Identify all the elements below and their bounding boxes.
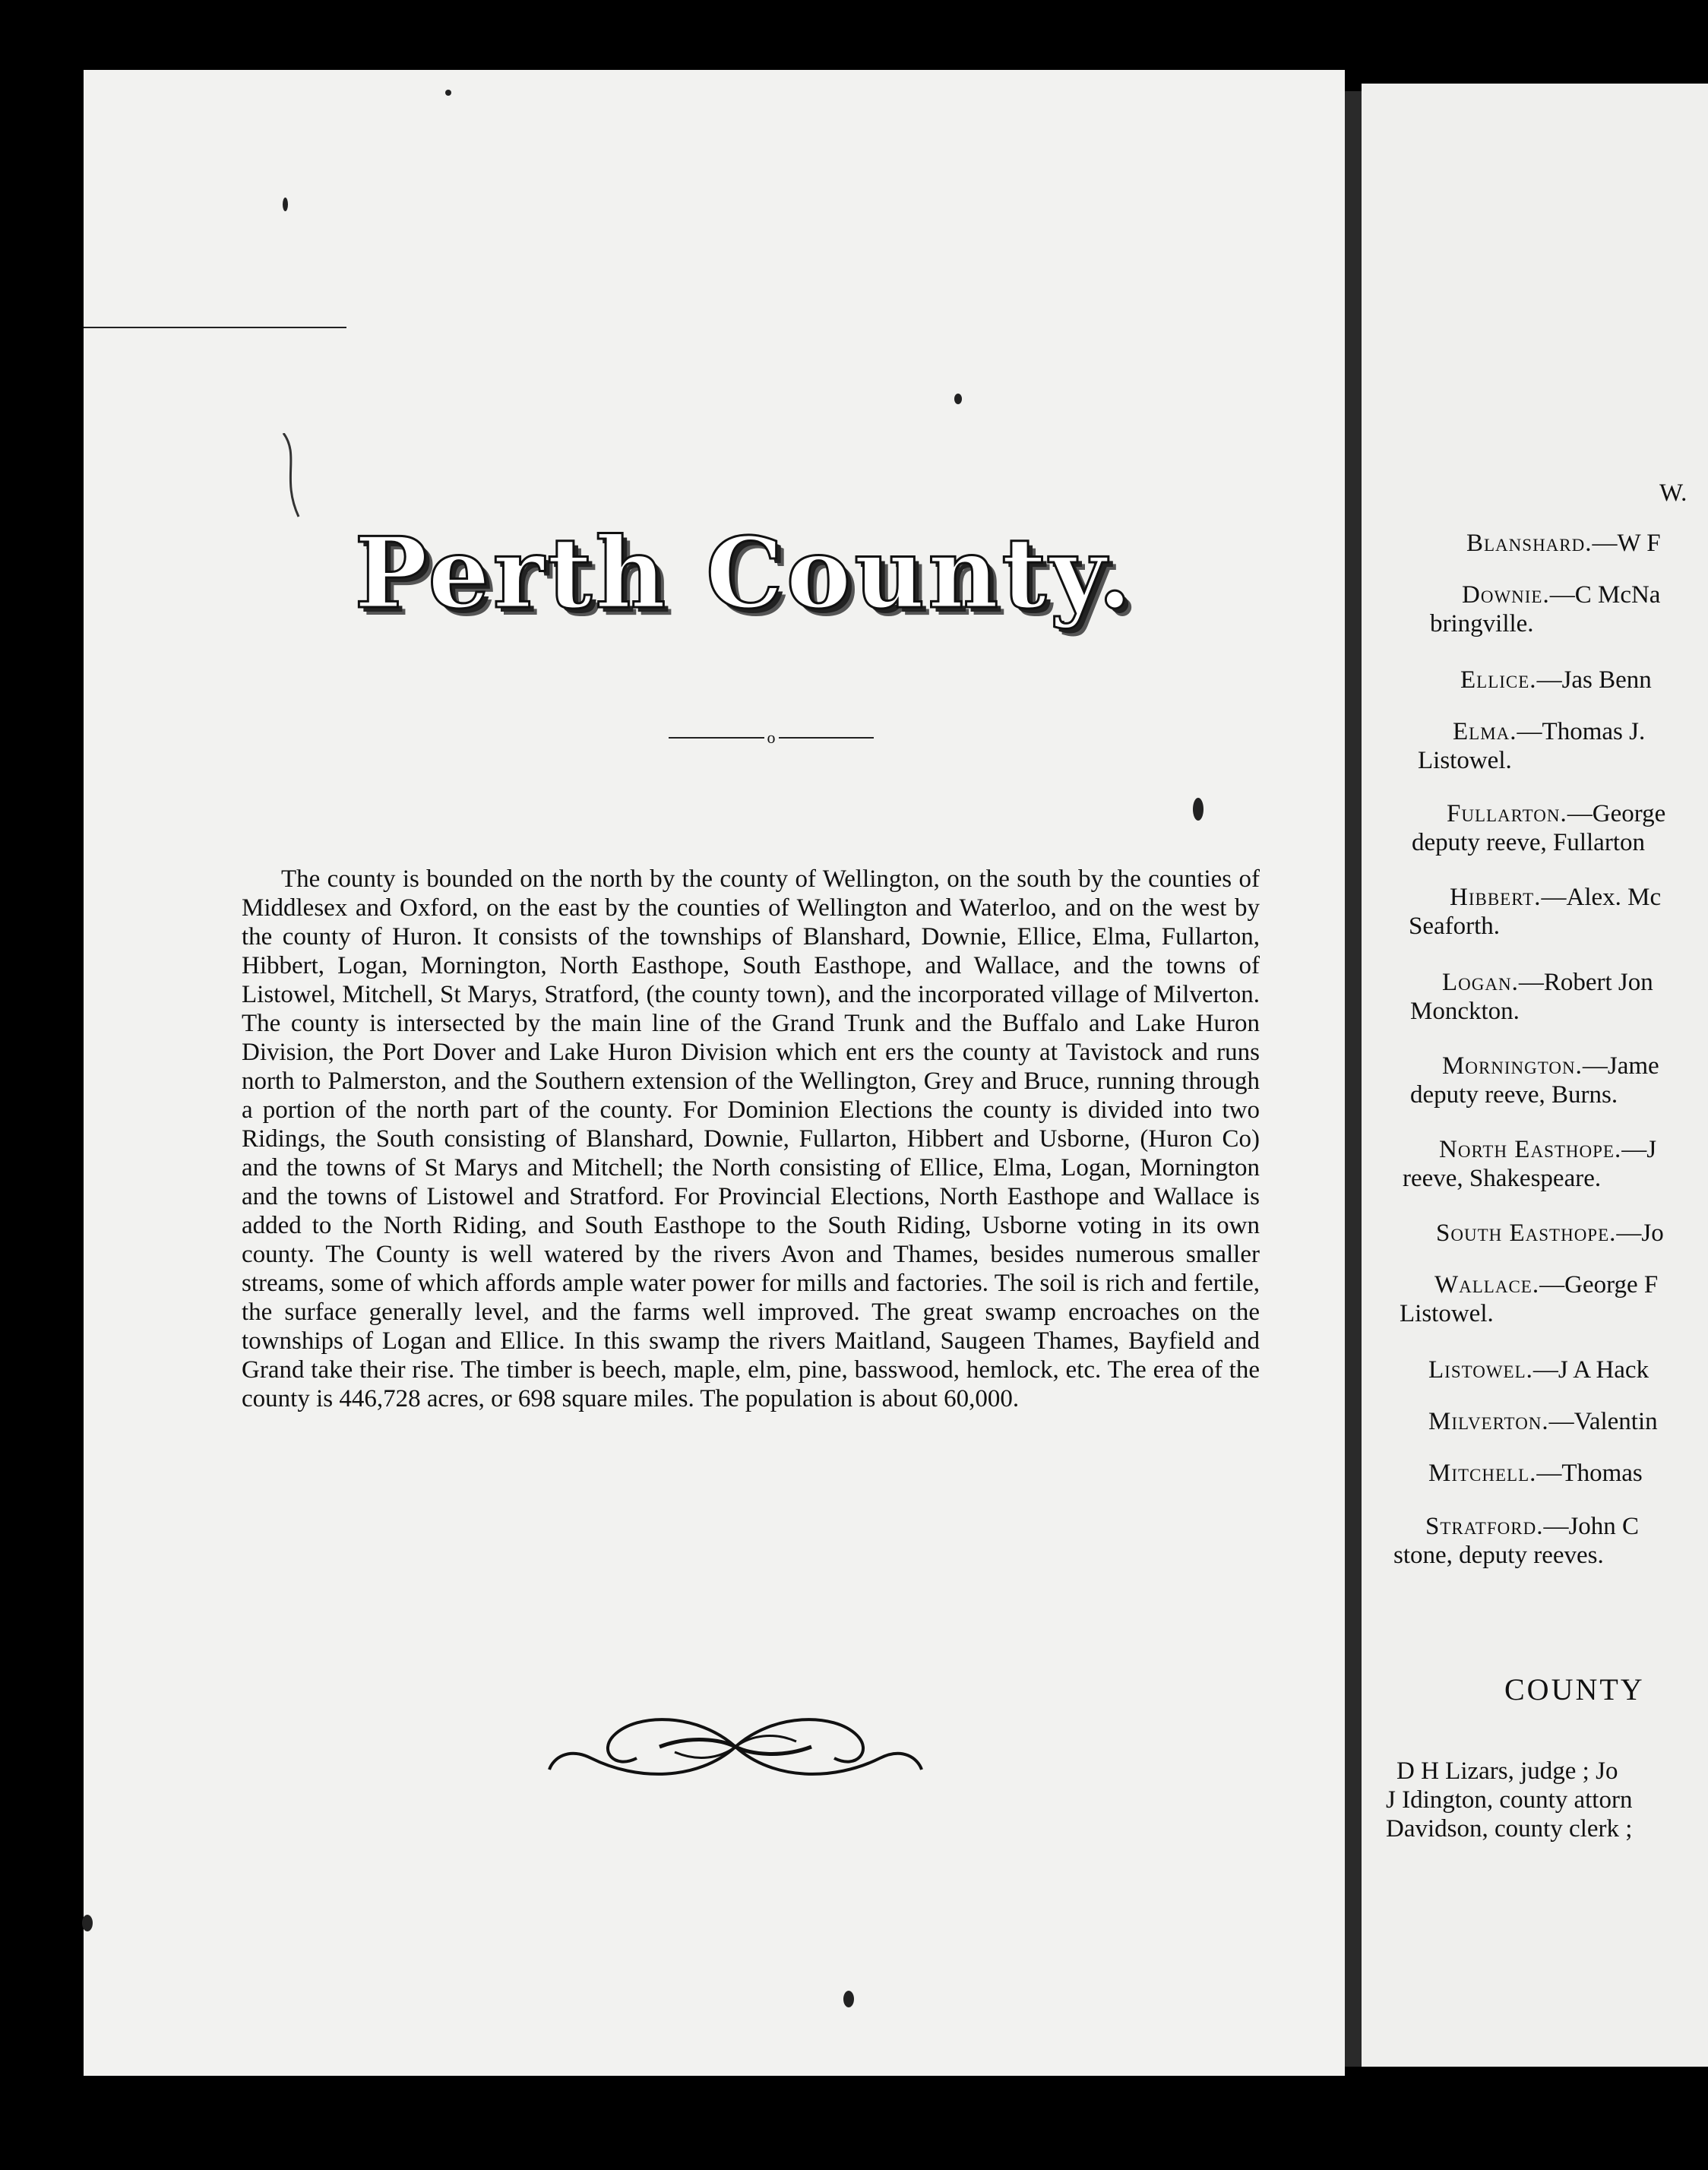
entry-fullarton bbox=[1447, 799, 1665, 828]
entry-north-easthope-cont: reeve, Shakespeare. bbox=[1403, 1165, 1602, 1192]
entry-text: —Thomas bbox=[1536, 1460, 1643, 1487]
entry-name: Elma. bbox=[1453, 718, 1517, 745]
entry-name: Mornington. bbox=[1442, 1052, 1583, 1080]
entry-text: —John C bbox=[1543, 1513, 1640, 1540]
entry-ellice bbox=[1460, 666, 1652, 694]
entry-name: Ellice. bbox=[1460, 666, 1537, 694]
page-title: Perth County. bbox=[354, 517, 1135, 631]
entry-hibbert bbox=[1450, 883, 1661, 912]
entry-text: —George bbox=[1567, 800, 1666, 827]
entry-wallace bbox=[1434, 1270, 1658, 1299]
entry-name: Fullarton. bbox=[1447, 800, 1567, 827]
divider-line-right bbox=[779, 737, 875, 739]
entry-name: Stratford. bbox=[1425, 1513, 1544, 1540]
entry-mornington bbox=[1442, 1052, 1659, 1080]
entry-blanshard bbox=[1466, 529, 1661, 558]
right-rule bbox=[84, 327, 346, 328]
entry-text: —Alex. Mc bbox=[1541, 884, 1662, 911]
entry-name: Hibbert. bbox=[1450, 884, 1542, 911]
entry-stratford bbox=[1425, 1512, 1639, 1541]
entry-name: Blanshard. bbox=[1466, 530, 1593, 557]
speck bbox=[445, 90, 451, 96]
entry-text: —Jo bbox=[1616, 1219, 1664, 1247]
divider-line-left bbox=[669, 737, 764, 739]
entry-name: Listowel. bbox=[1428, 1356, 1533, 1384]
speck bbox=[954, 394, 962, 404]
entry-wallace-cont: Listowel. bbox=[1400, 1300, 1494, 1327]
entry-stratford-cont: stone, deputy reeves. bbox=[1393, 1542, 1604, 1569]
speck bbox=[843, 1991, 854, 2007]
entry-fullarton-cont: deputy reeve, Fullarton bbox=[1412, 829, 1645, 856]
officers-line: Davidson, county clerk ; bbox=[1386, 1815, 1633, 1843]
officers-line: D H Lizars, judge ; Jo bbox=[1396, 1757, 1618, 1785]
entry-name: Downie. bbox=[1462, 581, 1550, 609]
entry-text: —J bbox=[1621, 1136, 1657, 1163]
entry-text: —George F bbox=[1539, 1271, 1659, 1299]
entry-text: —Valentin bbox=[1548, 1408, 1658, 1435]
entry-south-easthope bbox=[1436, 1219, 1664, 1248]
title-divider bbox=[669, 728, 874, 748]
entry-listowel bbox=[1428, 1355, 1649, 1384]
entry-north-easthope bbox=[1439, 1135, 1656, 1164]
entry-mornington-cont: deputy reeve, Burns. bbox=[1410, 1081, 1618, 1109]
entry-name: Mitchell. bbox=[1428, 1460, 1537, 1487]
entry-name: South Easthope. bbox=[1436, 1219, 1617, 1247]
divider-mark: o bbox=[767, 728, 776, 747]
entry-name: Logan. bbox=[1442, 969, 1519, 996]
right-heading-fragment: W. bbox=[1659, 479, 1687, 507]
officers-line: J Idington, county attorn bbox=[1386, 1786, 1633, 1814]
entry-text: —Robert Jon bbox=[1518, 969, 1653, 996]
entry-name: Milverton. bbox=[1428, 1408, 1549, 1435]
entry-text: —Jame bbox=[1582, 1052, 1659, 1080]
ornament-flourish bbox=[546, 1705, 925, 1789]
entry-text: —Thomas J. bbox=[1517, 718, 1646, 745]
county-description: The county is bounded on the north by the county of Wellington, on the south by the counties of Middlesex and Oxford, on the east by the counties of Wellington and Waterloo, and on the west by the county of Huron. It consists of the townships of Blanshard, Downie, Ellice, Elma, Fullarton, Hibbert, Logan, Mornington, North Easthope, South Easthope, and Wallace, and the towns of Listowel, Mitchell, St Marys, Stratford, (the county town), and the incorporated village of Milverton. The county is intersected by the main line of the Grand Trunk and the Buffalo and Lake Huron Division, the Port Dover and Lake Huron Division which ent ers the county at Tavistock and runs north to Palmerston, and the Southern extension of the Wellington, Grey and Bruce, running through a portion of the north part of the county. For Dominion Elections the county is divided into two Ridings, the South consisting of Blanshard, Downie, Fullarton, Hibbert and Usborne, (Huron Co) and the towns of St Marys and Mitchell; the North consisting of Ellice, Elma, Logan, Mornington and the towns of Listowel and Stratford. For Provincial Elections, North Easthope and Wallace is added to the North Riding, and South Easthope to the South Riding, Usborne voting in its own county. The County is well watered by the rivers Avon and Thames, besides numerous smaller streams, some of which affords ample water power for mills and factories. The soil is rich and fertile, the surface generally level, and the farms well improved. The great swamp encroaches on the townships of Logan and Ellice. In this swamp the rivers Maitland, Saugeen Thames, Bayfield and Grand take their rise. The timber is beech, maple, elm, pine, basswood, hemlock, etc. The erea of the county is 446,728 acres, or 698 square miles. The population is about 60,000. bbox=[242, 865, 1260, 1412]
speck bbox=[82, 1915, 93, 1931]
entry-text: —Jas Benn bbox=[1536, 666, 1652, 694]
page-gutter bbox=[1345, 91, 1362, 2067]
right-section-heading: COUNTY bbox=[1504, 1672, 1645, 1707]
entry-text: —C McNa bbox=[1549, 581, 1661, 609]
entry-milverton bbox=[1428, 1407, 1658, 1436]
speck bbox=[283, 198, 288, 211]
entry-downie bbox=[1462, 580, 1660, 609]
speck bbox=[1193, 798, 1204, 821]
entry-text: —W F bbox=[1592, 530, 1661, 557]
entry-logan-cont: Monckton. bbox=[1410, 998, 1520, 1025]
entry-name: Wallace. bbox=[1434, 1271, 1540, 1299]
entry-downie-cont: bringville. bbox=[1430, 610, 1534, 637]
stray-flourish bbox=[277, 433, 323, 524]
entry-elma-cont: Listowel. bbox=[1418, 747, 1512, 774]
entry-hibbert-cont: Seaforth. bbox=[1409, 913, 1501, 940]
entry-elma bbox=[1453, 717, 1645, 746]
entry-name: North Easthope. bbox=[1439, 1136, 1622, 1163]
entry-logan bbox=[1442, 968, 1653, 997]
entry-mitchell bbox=[1428, 1459, 1643, 1488]
entry-text: —J A Hack bbox=[1532, 1356, 1649, 1384]
